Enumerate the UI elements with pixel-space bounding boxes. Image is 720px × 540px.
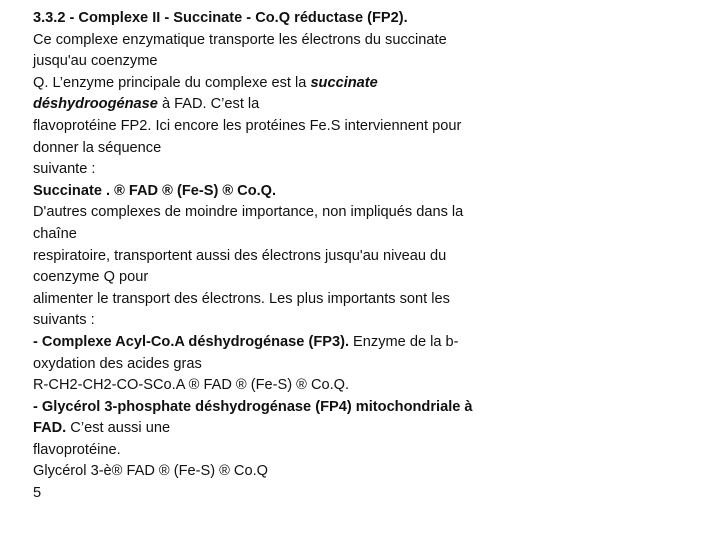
item-1-line-2: oxydation des acides gras: [33, 355, 202, 372]
item-2-sequence: Glycérol 3-è® FAD ® (Fe-S) ® Co.Q: [33, 463, 268, 480]
item-1-sequence: R-CH2-CH2-CO-SCo.A ® FAD ® (Fe-S) ® Co.Q.: [33, 377, 350, 394]
paragraph-2-line-1: D'autres complexes de moindre importance, non impliqués dans la: [33, 204, 464, 221]
document-page: [33, 8, 553, 505]
paragraph-2-line-3: respiratoire, transportent aussi des électrons jusqu'au niveau du: [33, 247, 447, 264]
paragraph-2-line-5: alimenter le transport des électrons. Les plus importants sont les: [33, 290, 450, 307]
paragraph-1-line-1: Ce complexe enzymatique transporte les électrons du succinate: [33, 31, 447, 48]
paragraph-1-line-5: flavoprotéine FP2. Ici encore les protéines Fe.S interviennent pour: [33, 117, 462, 134]
paragraph-2-line-6: suivants :: [33, 312, 95, 329]
item-2-heading: - Glycérol 3-phosphate déshydrogénase (FP4) mitochondriale à: [33, 398, 473, 415]
paragraph-1-line-7: suivante :: [33, 161, 96, 178]
paragraph-2-line-4: coenzyme Q pour: [33, 269, 149, 286]
enzyme-name-part-1: succinate: [310, 74, 378, 91]
item-2-heading-end: FAD.: [33, 420, 67, 437]
item-1-line-1: [33, 332, 553, 354]
paragraph-2-line-2: chaîne: [33, 225, 77, 242]
paragraph-1-line-3: [33, 73, 553, 95]
enzyme-name-part-2: déshydroogénase: [33, 96, 158, 113]
section-title: 3.3.2 - Complexe II - Succinate - Co.Q réductase (FP2).: [33, 10, 408, 26]
paragraph-1-line-2: jusqu'au coenzyme: [33, 53, 158, 70]
page-number: 5: [33, 485, 42, 502]
sequence-succinate: Succinate . ® FAD ® (Fe-S) ® Co.Q.: [33, 182, 277, 199]
paragraph-1-line-4: [33, 94, 553, 116]
paragraph-1-line-4-text: à FAD. C’est la: [157, 96, 260, 113]
paragraph-1-line-3-text: Q. L’enzyme principale du complexe est la: [33, 74, 311, 91]
item-1-heading: - Complexe Acyl-Co.A déshydrogénase (FP3).: [33, 333, 349, 350]
item-2-text: C’est aussi une: [66, 420, 171, 437]
paragraph-1-line-6: donner la séquence: [33, 139, 162, 156]
item-2-line-3: flavoprotéine.: [33, 441, 121, 458]
item-2-line-2: [33, 418, 553, 440]
item-1-text: Enzyme de la b-: [349, 333, 459, 350]
